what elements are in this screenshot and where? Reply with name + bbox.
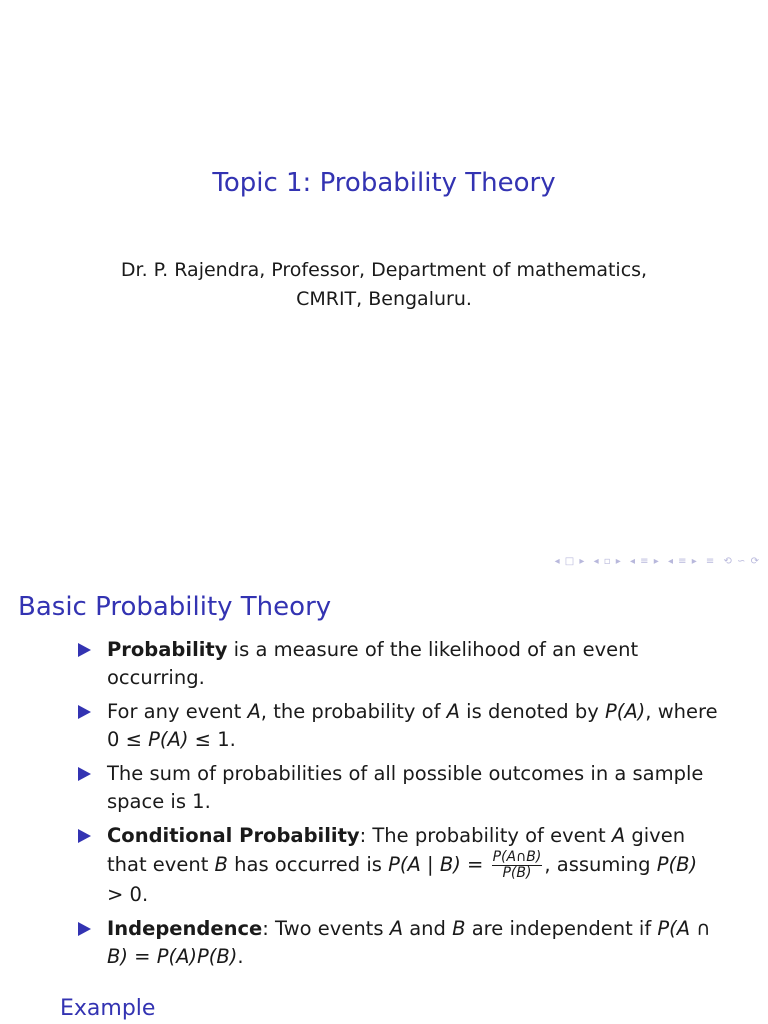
term-probability: Probability xyxy=(107,638,228,661)
bullet-text: , the probability of xyxy=(260,700,447,723)
section-nav-icon[interactable]: ◂ ≡ ▸ xyxy=(629,556,660,567)
bullet-text: ≤ 1. xyxy=(188,728,236,751)
math-var: A xyxy=(446,700,460,723)
beamer-navigation-bar xyxy=(551,556,760,567)
bullet-text: , where 0 ≤ xyxy=(107,700,718,751)
triangle-bullet-icon xyxy=(78,922,91,936)
author-line-2: CMRIT, Bengaluru. xyxy=(296,288,472,310)
bullet-text: is denoted by xyxy=(459,700,605,723)
bullet-text: , assuming xyxy=(544,853,657,876)
math-var: A xyxy=(389,917,404,940)
fraction-numerator: P(A∩B) xyxy=(492,849,542,865)
math-expr: P(A) xyxy=(148,728,189,751)
bullet-text: has occurred is xyxy=(227,853,389,876)
list-item xyxy=(78,760,718,816)
presentation-title: Topic 1: Probability Theory xyxy=(212,168,556,198)
bullet-text: is a measure of the likelihood of an event occurring. xyxy=(107,638,639,689)
math-expr: P(A | B) xyxy=(388,853,461,876)
bullet-text: The sum of probabilities of all possible outcomes in a sample space is 1. xyxy=(107,762,704,813)
subsection-nav-icon[interactable]: ◂ ▫ ▸ xyxy=(593,556,622,567)
bullet-text: > 0. xyxy=(107,883,149,906)
triangle-bullet-icon xyxy=(78,643,91,657)
list-item xyxy=(78,822,718,909)
math-expr: P(B) xyxy=(656,853,698,876)
content-slide xyxy=(0,576,768,1024)
bullet-text: . xyxy=(237,945,244,968)
fraction-denominator: P(B) xyxy=(502,865,532,881)
triangle-bullet-icon xyxy=(78,705,91,719)
list-item xyxy=(78,698,718,754)
bullet-text: For any event xyxy=(107,700,248,723)
bullet-text: and xyxy=(403,917,453,940)
term-conditional-probability: Conditional Probability xyxy=(107,824,360,847)
math-var: B xyxy=(214,853,228,876)
bullet-text: : The probability of event xyxy=(359,824,612,847)
frame-title: Basic Probability Theory xyxy=(18,592,332,622)
bullet-text: given that event xyxy=(107,824,686,876)
math-var: B xyxy=(452,917,466,940)
term-independence: Independence xyxy=(107,917,263,940)
math-var: A xyxy=(611,824,626,847)
bullet-list xyxy=(78,636,718,977)
math-expr: P(A ∩ B) = P(A)P(B) xyxy=(107,917,711,968)
list-item xyxy=(78,915,718,971)
math-equals: = xyxy=(460,853,490,876)
math-var: A xyxy=(247,700,261,723)
fraction xyxy=(492,850,543,881)
list-item xyxy=(78,636,718,692)
bullet-text: are independent if xyxy=(465,917,658,940)
math-expr: P(A) xyxy=(604,700,646,723)
triangle-bullet-icon xyxy=(78,767,91,781)
author-info xyxy=(0,256,768,314)
author-line-1: Dr. P. Rajendra, Professor, Department of mathematics, xyxy=(120,259,648,281)
search-icon[interactable]: ⟲ ∽ ⟳ xyxy=(723,556,760,567)
triangle-bullet-icon xyxy=(78,829,91,843)
align-icon[interactable]: ≡ xyxy=(705,556,716,567)
example-heading: Example xyxy=(60,996,156,1021)
frame-nav-icon[interactable]: ◂ □ ▸ xyxy=(554,556,586,567)
subsubsection-nav-icon[interactable]: ◂ ≡ ▸ xyxy=(667,556,698,567)
bullet-text: : Two events xyxy=(262,917,390,940)
